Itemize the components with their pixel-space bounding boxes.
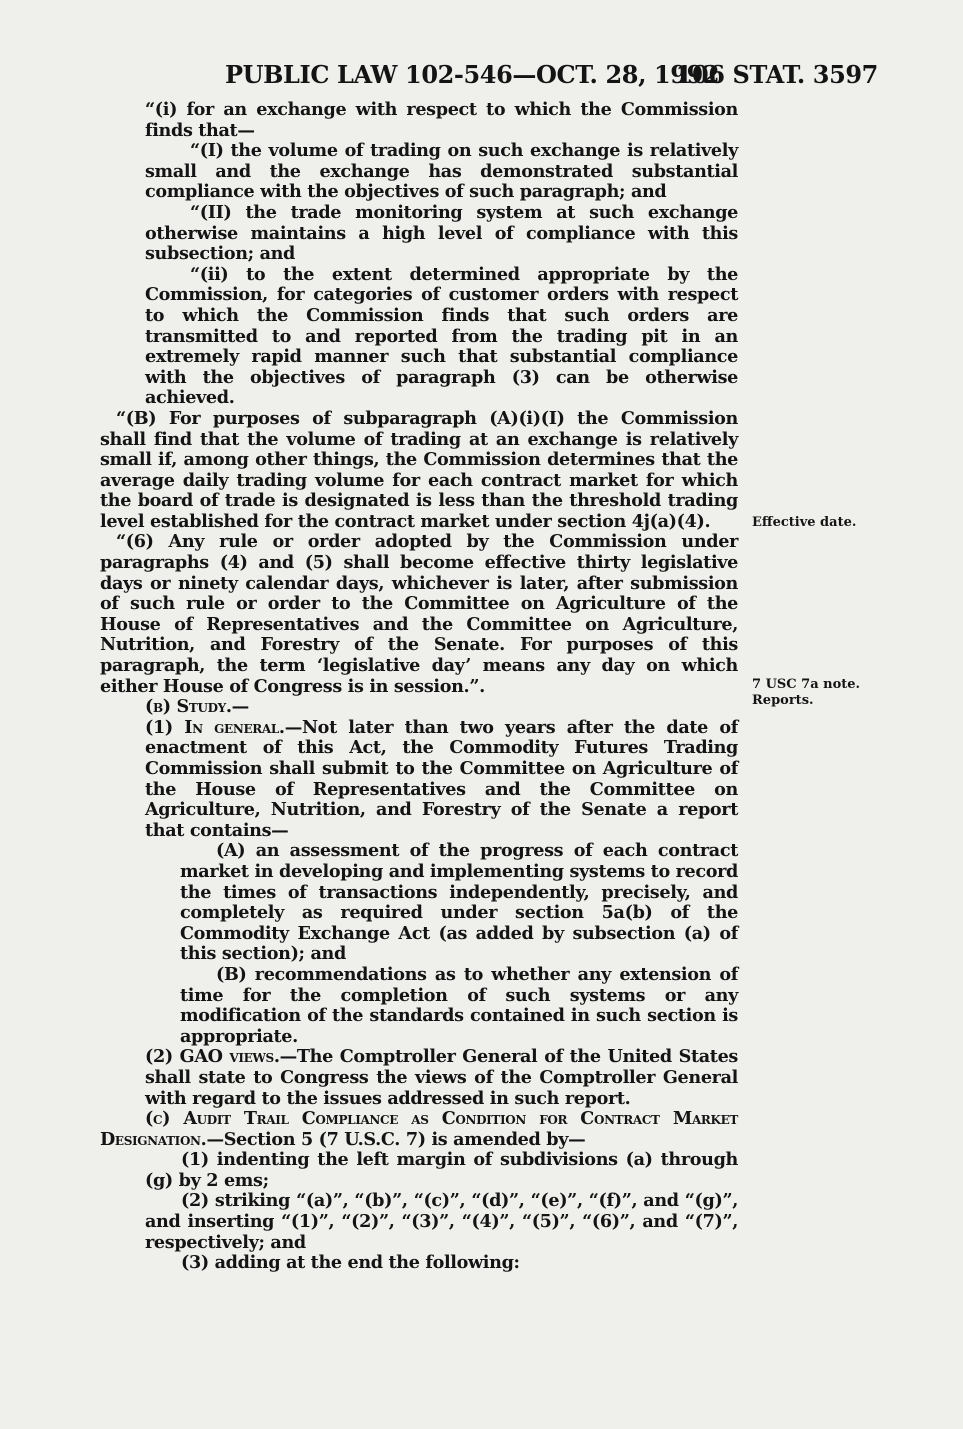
para-b2-text: —The Comptroller General of the United States shall state to Congress the views of the Comptroller General with regard to the issues addressed in such report. [145,1046,738,1109]
para-b1-text: —Not later than two years after the date of enactment of this Act, the Commodity Futures Trading Commission shall submit to the Committee on Agriculture of the House of Representatives and the Committee on Agriculture, Nutrition, and Forestry of the Senate a report that contains— [145,716,738,841]
margin-note-reports: Reports. [752,693,814,708]
section-c [100,1109,738,1150]
para-b1-heading: (1) In general. [145,716,285,738]
para-b2 [100,1047,738,1109]
para-c1: (1) indenting the left margin of subdivisions (a) through (g) by 2 ems; [145,1149,738,1191]
running-header [143,60,878,90]
header-stat-page: 106 STAT. 3597 [675,60,878,89]
section-b-heading [100,697,738,718]
section-b-title: (b) Study.— [145,696,249,718]
margin-note-usc: 7 USC 7a note. [752,677,861,692]
para-b1B: (B) recommendations as to whether any extension of time for the completion of such systems or any modification of the standards contained in such section is appropriate. [180,963,738,1047]
para-ii: “(ii) to the extent determined appropriate by the Commission, for categories of customer orders with respect to which the Commission finds that such orders are transmitted to and reported from the trading pit in an extremely rapid manner such that substantial compliance with the objectives of paragraph (3) can be otherwise achieved. [145,263,738,409]
para-b2-heading: (2) GAO views. [145,1046,280,1068]
para-b1A: (A) an assessment of the progress of each contract market in developing and implementing systems to record the times of transactions independently, precisely, and completely as required under section 5a(b) of the Commodity Exchange Act (as added by subsection (a) of this section); and [180,840,739,965]
para-II: “(II) the trade monitoring system at such exchange otherwise maintains a high level of compliance with this subsection; and [145,201,738,265]
para-c2: (2) striking “(a)”, “(b)”, “(c)”, “(d)”, “(e)”, “(f)”, and “(g)”, and inserting “(1)”, “(2)”, “(3)”, “(4)”, “(5)”, “(6)”, and “(7)”, respectively; and [145,1190,738,1253]
para-i: “(i) for an exchange with respect to which the Commission finds that— [145,99,738,141]
section-c-heading: (c) Audit Trail Compliance as Condition for Contract Market Designation. [100,1108,738,1150]
para-6: “(6) Any rule or order adopted by the Commission under paragraphs (4) and (5) shall become effective thirty legislative days or ninety calendar days, whichever is later, after submission of such rule or order to the Committee on Agriculture of the House of Representatives and the Committee on Agriculture, Nutrition, and Forestry of the Senate. For purposes of this paragraph, the term ‘legislative day’ means any day on which either House of Congress is in session.”. [100,531,738,697]
para-b1 [100,718,738,842]
section-c-text: —Section 5 (7 U.S.C. 7) is amended by— [206,1128,586,1150]
statute-body [100,100,738,1274]
para-I: “(I) the volume of trading on such exchange is relatively small and the exchange has demonstrated substantial compliance with the objectives of such paragraph; and [145,140,738,203]
header-law-citation: PUBLIC LAW 102-546—OCT. 28, 1992 [225,60,720,89]
para-c3: (3) adding at the end the following: [181,1252,520,1274]
margin-note-effective-date: Effective date. [752,515,857,530]
para-B: “(B) For purposes of subparagraph (A)(i)(I) the Commission shall find that the volume of trading at an exchange is relatively small if, among other things, the Commission determines that the average daily trading volume for each contract market for which the board of trade is designated is less than the threshold trading level established for the contract market under section 4j(a)(4). [100,407,738,532]
